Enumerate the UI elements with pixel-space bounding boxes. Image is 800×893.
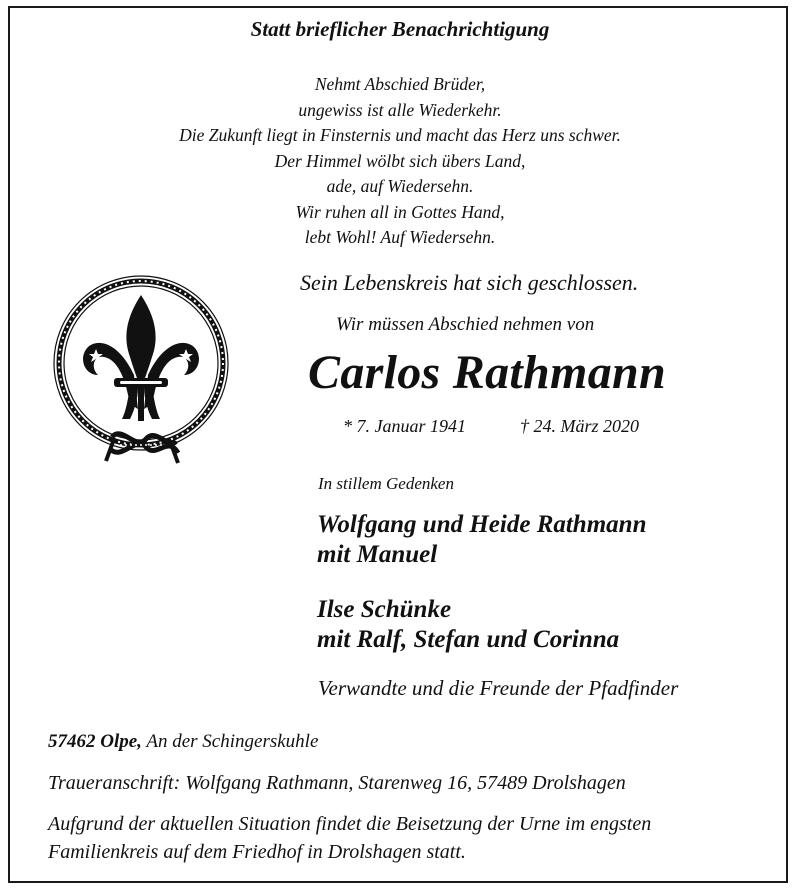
deceased-name: Carlos Rathmann — [308, 346, 666, 399]
abschied-text: Wir müssen Abschied nehmen von — [336, 314, 595, 335]
family-group-2 — [317, 595, 619, 655]
lebenskreis-text: Sein Lebenskreis hat sich geschlossen. — [300, 270, 639, 295]
street: An der Schingerskuhle — [146, 731, 319, 752]
family-group-1-line2: mit Manuel — [317, 541, 438, 568]
beisetzung-line1: Aufgrund der aktuellen Situation findet die Beisetzung der Urne im engsten — [48, 813, 652, 835]
poem-line: Die Zukunft liegt in Finsternis und macht das Herz uns schwer. — [179, 125, 621, 145]
poem — [0, 72, 800, 251]
poem-line: Wir ruhen all in Gottes Hand, — [295, 201, 505, 222]
address-line — [48, 731, 318, 753]
death-date: † 24. März 2020 — [520, 416, 640, 436]
poem-line: ade, auf Wiedersehn. — [326, 176, 474, 196]
family-group-1-line1: Wolfgang und Heide Rathmann — [317, 511, 647, 538]
poem-line: Der Himmel wölbt sich übers Land, — [274, 150, 526, 171]
beisetzung-text — [48, 810, 651, 866]
traueranschrift: Traueranschrift: Wolfgang Rathmann, Starenweg 16, 57489 Drolshagen — [48, 772, 626, 794]
header-title: Statt brieflicher Benachrichtigung — [250, 17, 550, 41]
family-group-2-line2: mit Ralf, Stefan und Corinna — [317, 626, 620, 653]
beisetzung-line2: Familienkreis auf dem Friedhof in Drolshagen statt. — [48, 841, 466, 863]
scout-fleur-de-lis-icon — [50, 275, 232, 471]
poem-line: Nehmt Abschied Brüder, — [314, 74, 486, 94]
family-group-1 — [317, 510, 646, 570]
family-group-2-line1: Ilse Schünke — [317, 596, 452, 623]
poem-line: lebt Wohl! Auf Wiedersehn. — [304, 227, 496, 247]
poem-line: ungewiss ist alle Wiederkehr. — [298, 99, 502, 120]
gedenken-text: In stillem Gedenken — [318, 474, 454, 493]
birth-date: * 7. Januar 1941 — [343, 416, 466, 436]
verwandte-text: Verwandte und die Freunde der Pfadfinder — [318, 676, 679, 700]
city-postal: 57462 Olpe, — [48, 731, 142, 752]
